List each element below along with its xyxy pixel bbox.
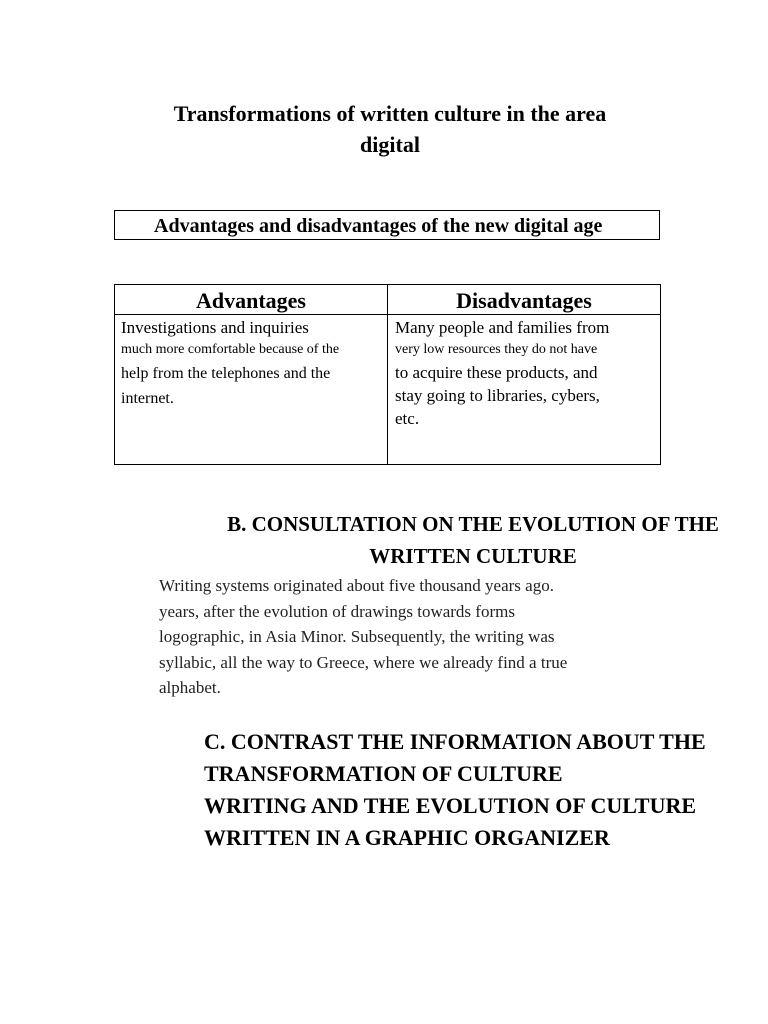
advantages-line: help from the telephones and the: [121, 365, 331, 382]
disadvantages-line: Many people and families from: [395, 318, 610, 337]
section-c-heading-line: WRITING AND THE EVOLUTION OF CULTURE: [204, 793, 697, 818]
disadvantages-line: to acquire these products, and: [395, 363, 598, 382]
section-b-heading-line-1: B. CONSULTATION ON THE EVOLUTION OF THE: [227, 512, 719, 536]
table-header-advantages: Advantages: [195, 288, 306, 313]
section-b-heading-line-2: WRITTEN CULTURE: [369, 544, 577, 568]
document-title-line-2: digital: [360, 132, 420, 157]
paragraph-line: syllabic, all the way to Greece, where we already find a true: [159, 652, 568, 672]
disadvantages-line: etc.: [395, 409, 420, 428]
section-c-heading: [204, 726, 768, 854]
section-c-heading-line: TRANSFORMATION OF CULTURE: [204, 761, 563, 786]
table-cell-disadvantages: [395, 316, 657, 430]
section-b-heading: [178, 508, 768, 572]
boxed-heading-text: Advantages and disadvantages of the new digital age: [154, 215, 603, 237]
document-title: [120, 98, 660, 160]
advantages-line: internet.: [121, 390, 174, 407]
advantages-disadvantages-table: [114, 284, 661, 465]
document-title-line-1: Transformations of written culture in the area: [173, 101, 607, 126]
table-cell-advantages: [121, 316, 383, 411]
section-b-paragraph: [159, 573, 659, 701]
boxed-heading: [114, 210, 660, 240]
paragraph-line: alphabet.: [159, 678, 221, 698]
paragraph-line: years, after the evolution of drawings towards forms: [159, 601, 515, 621]
paragraph-line: logographic, in Asia Minor. Subsequently, the writing was: [159, 627, 555, 647]
table-header-divider: [115, 314, 660, 315]
section-c-heading-line: C. CONTRAST THE INFORMATION ABOUT THE: [204, 729, 706, 754]
advantages-line: much more comfortable because of the: [121, 342, 340, 357]
disadvantages-line: stay going to libraries, cybers,: [395, 386, 600, 405]
section-c-heading-line: WRITTEN IN A GRAPHIC ORGANIZER: [204, 825, 610, 850]
advantages-line: Investigations and inquiries: [121, 318, 309, 337]
paragraph-line: Writing systems originated about five thousand years ago.: [159, 576, 554, 595]
disadvantages-line: very low resources they do not have: [395, 342, 598, 357]
table-header-disadvantages: Disadvantages: [456, 288, 592, 313]
